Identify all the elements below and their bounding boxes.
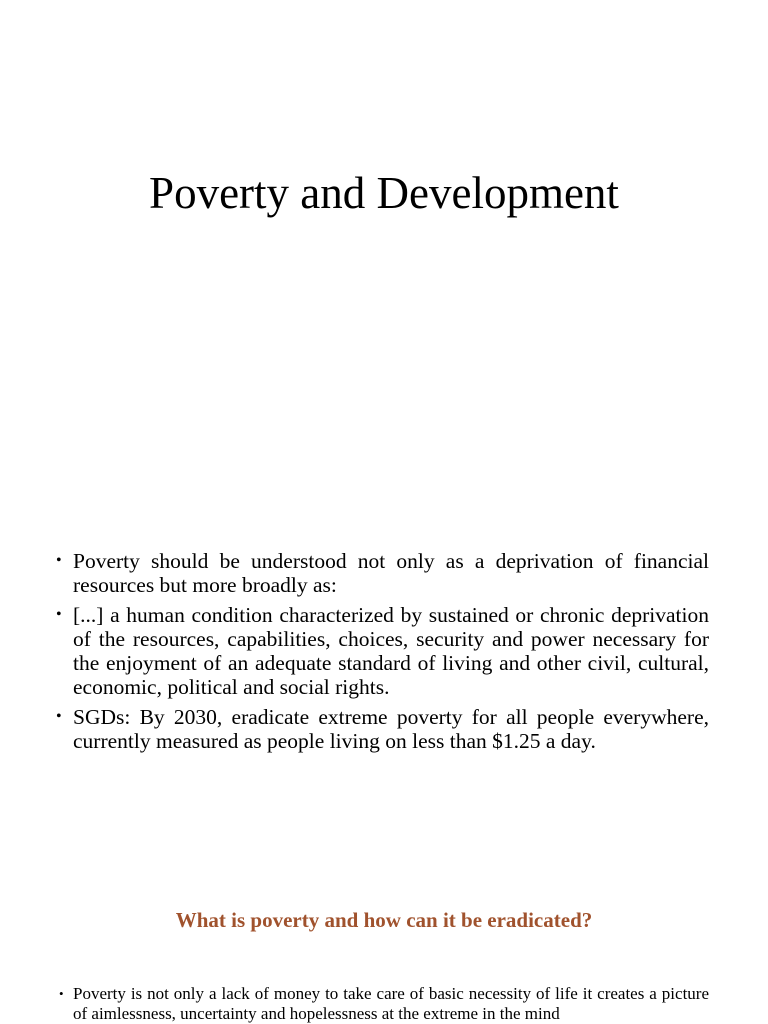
bullet-icon: • (56, 708, 62, 725)
bullet-icon: • (59, 986, 64, 1001)
bullet-icon: • (56, 552, 62, 569)
bullet-text: [...] a human condition characterized by sustained or chronic deprivation of the resources, capabilities, choices, security and power necessary for the enjoyment of an adequate standard of living and other civil, cultural, economic, political and social rights. (73, 603, 709, 699)
list-item (55, 705, 709, 753)
bullet-text: Poverty is not only a lack of money to take care of basic necessity of life it creates a picture of aimlessness, uncertainty and hopelessness at the extreme in the mind (73, 984, 709, 1023)
bullet-text: SGDs: By 2030, eradicate extreme poverty for all people everywhere, currently measured as people living on less than $1.25 a day. (73, 705, 709, 753)
list-item (59, 984, 709, 1024)
bullet-icon: • (56, 606, 62, 623)
list-item (55, 549, 709, 597)
second-bullet-list (59, 984, 709, 1024)
bullet-text: Poverty should be understood not only as a deprivation of financial resources but more broadly as: (73, 549, 709, 597)
section-heading: What is poverty and how can it be eradicated? (175, 908, 593, 932)
page-title: Poverty and Development (149, 168, 619, 218)
bullet-list (55, 549, 709, 759)
list-item (55, 603, 709, 699)
